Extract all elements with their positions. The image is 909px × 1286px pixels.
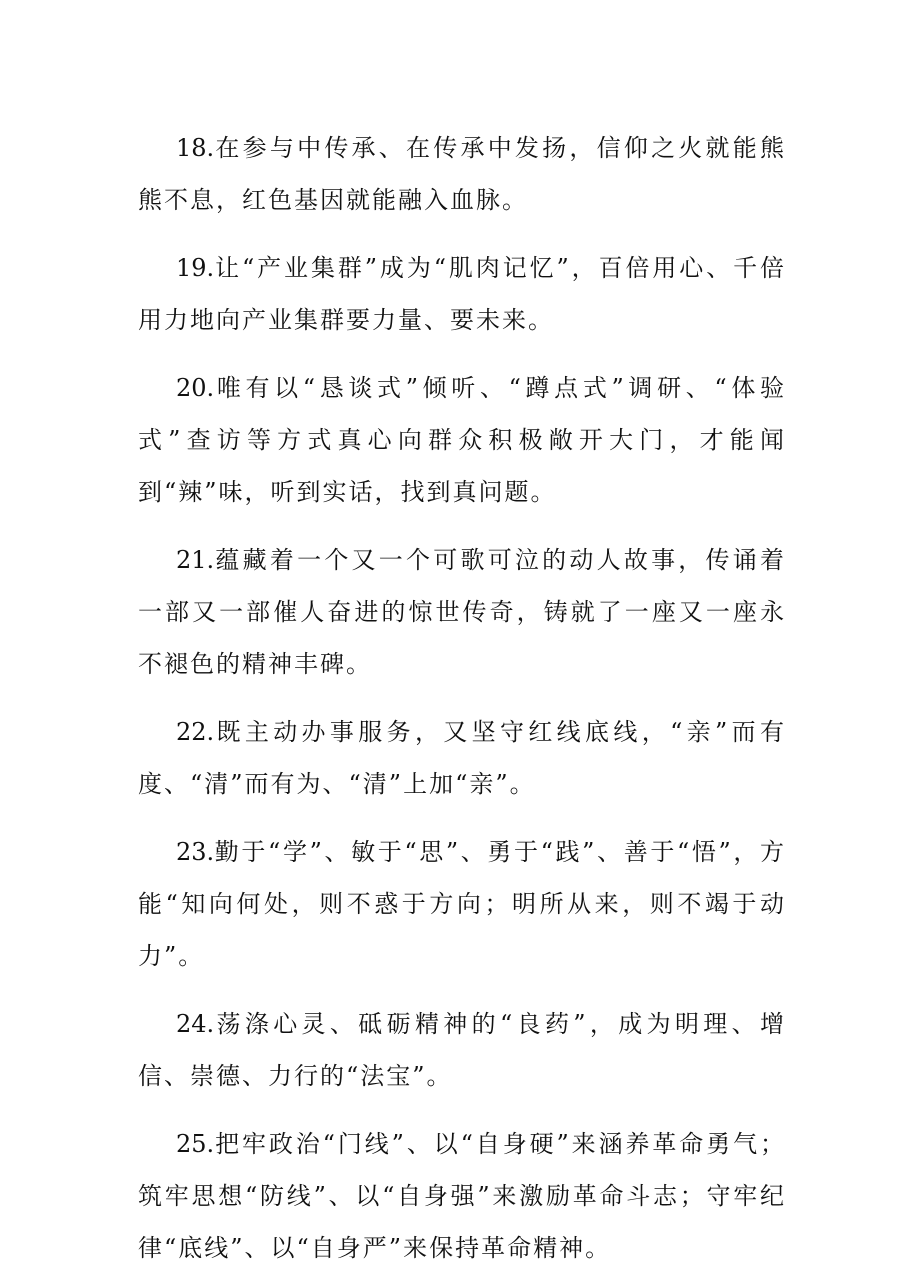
paragraph-number: 21. [176, 546, 215, 574]
paragraph-number: 19. [176, 254, 215, 282]
paragraph-text: 在参与中传承、在传承中发扬，信仰之火就能熊熊不息，红色基因就能融入血脉。 [138, 134, 786, 214]
paragraph-23 [138, 826, 786, 982]
paragraph-22 [138, 706, 786, 810]
paragraph-number: 24. [176, 1010, 215, 1038]
paragraph-25 [138, 1118, 786, 1274]
document-body [138, 122, 786, 1274]
paragraph-text: 让“产业集群”成为“肌肉记忆”，百倍用心、千倍用力地向产业集群要力量、要未来。 [138, 254, 786, 334]
paragraph-number: 18. [176, 134, 215, 162]
paragraph-18 [138, 122, 786, 226]
paragraph-text: 既主动办事服务，又坚守红线底线，“亲”而有度、“清”而有为、“清”上加“亲”。 [138, 718, 786, 798]
paragraph-number: 20. [176, 374, 215, 402]
paragraph-text: 把牢政治“门线”、以“自身硬”来涵养革命勇气；筑牢思想“防线”、以“自身强”来激励革命斗志；守牢纪律“底线”、以“自身严”来保持革命精神。 [138, 1130, 786, 1262]
paragraph-21 [138, 534, 786, 690]
paragraph-number: 22. [176, 718, 215, 746]
paragraph-number: 25. [176, 1130, 215, 1158]
paragraph-text: 荡涤心灵、砥砺精神的“良药”，成为明理、增信、崇德、力行的“法宝”。 [138, 1010, 786, 1090]
paragraph-text: 勤于“学”、敏于“思”、勇于“践”、善于“悟”，方能“知向何处，则不惑于方向；明所从来，则不竭于动力”。 [138, 838, 786, 970]
paragraph-24 [138, 998, 786, 1102]
paragraph-20 [138, 362, 786, 518]
paragraph-19 [138, 242, 786, 346]
paragraph-number: 23. [176, 838, 215, 866]
paragraph-text: 唯有以“恳谈式”倾听、“蹲点式”调研、“体验式”查访等方式真心向群众积极敞开大门，才能闻到“辣”味，听到实话，找到真问题。 [138, 374, 786, 506]
paragraph-text: 蕴藏着一个又一个可歌可泣的动人故事，传诵着一部又一部催人奋进的惊世传奇，铸就了一座又一座永不褪色的精神丰碑。 [138, 546, 786, 678]
